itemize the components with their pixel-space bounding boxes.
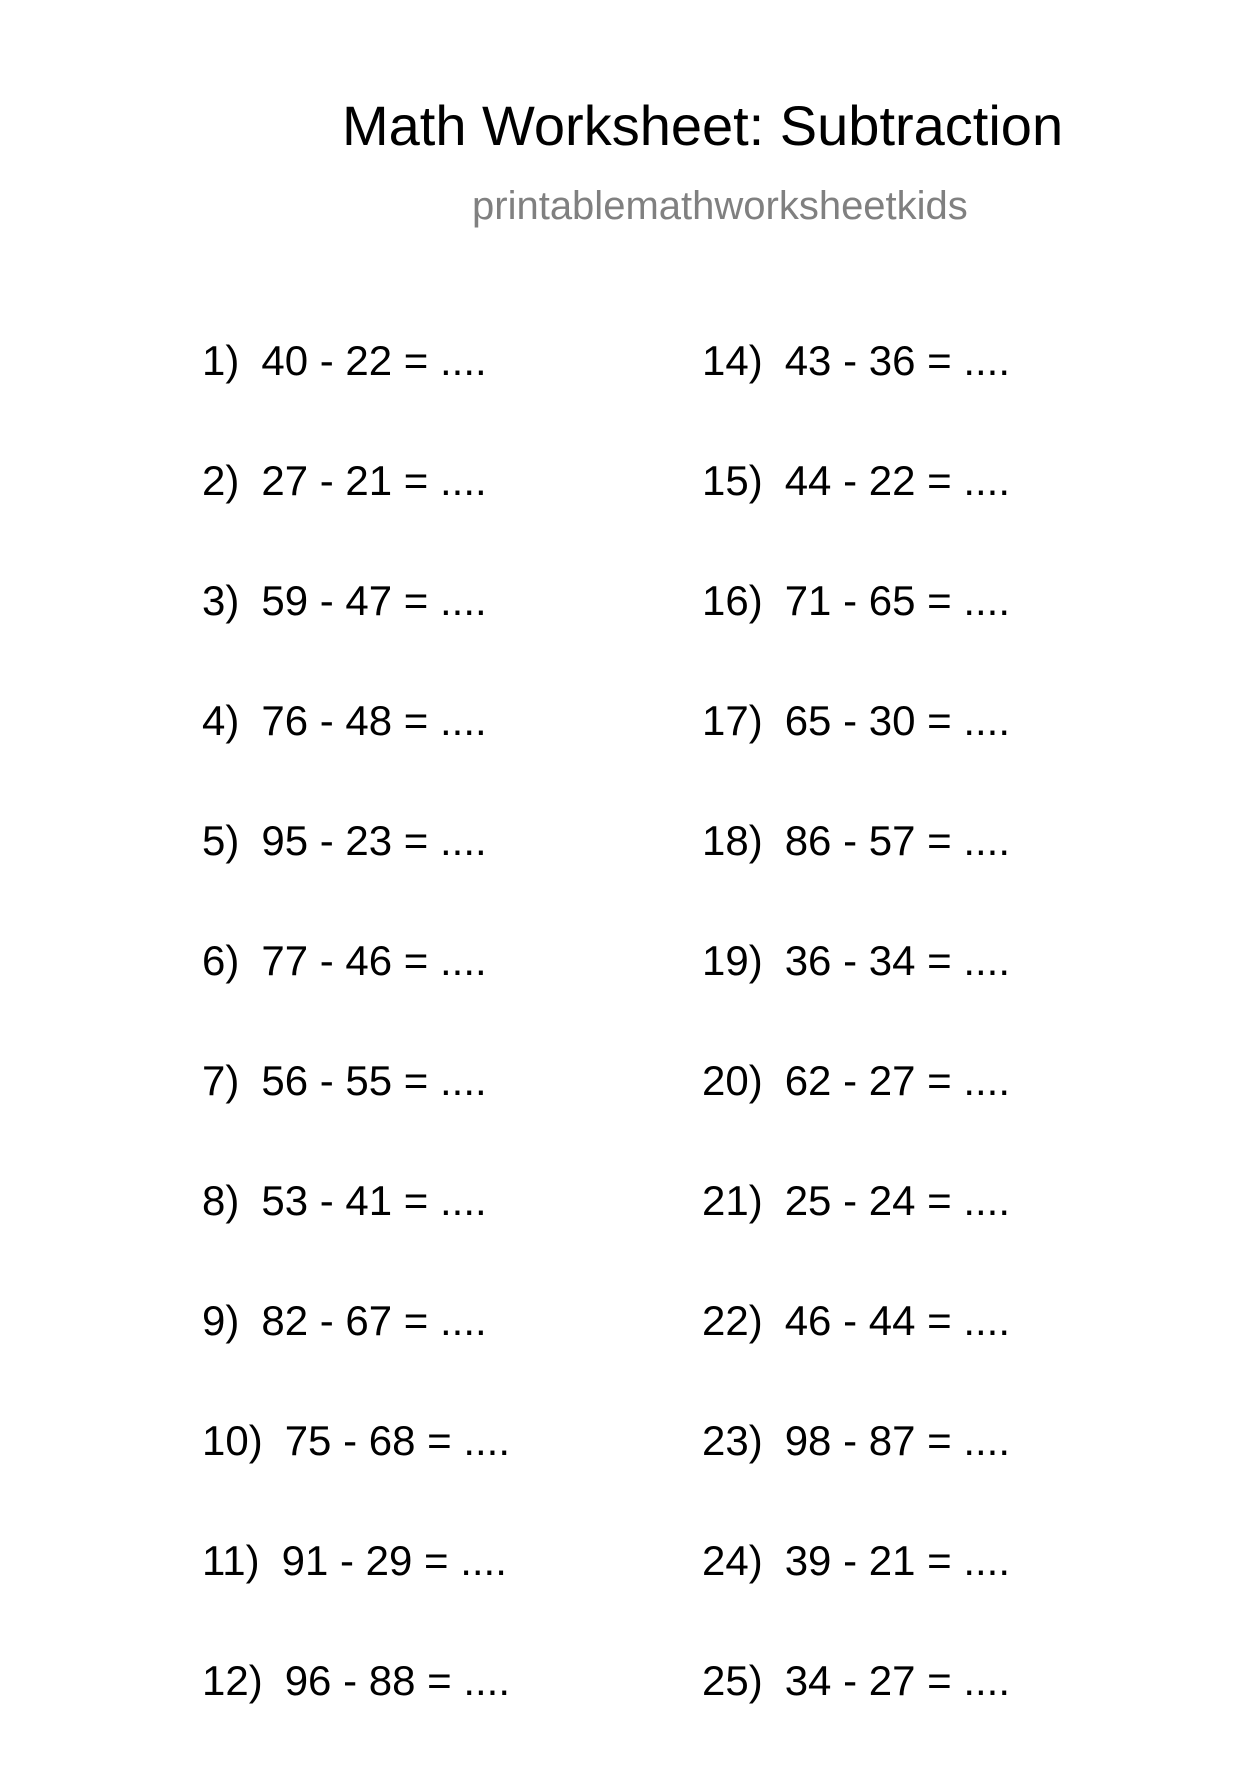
problem-expression: 95 - 23 = .... (261, 817, 487, 864)
problem-number: 16) (702, 577, 763, 624)
problem-item (702, 457, 1122, 580)
problem-expression: 96 - 88 = .... (284, 1657, 511, 1704)
problem-expression: 75 - 68 = .... (284, 1417, 511, 1464)
problem-number: 18) (702, 817, 763, 864)
problem-number: 3) (202, 577, 240, 624)
problem-number: 21) (702, 1177, 763, 1224)
problem-item (202, 1297, 622, 1420)
problem-expression: 53 - 41 = .... (261, 1177, 487, 1224)
problem-expression: 27 - 21 = .... (261, 457, 487, 504)
problem-expression: 98 - 87 = .... (784, 1417, 1011, 1464)
problem-item (202, 577, 622, 700)
problem-expression: 39 - 21 = .... (784, 1537, 1011, 1584)
problem-number: 9) (202, 1297, 240, 1344)
problem-item (702, 1417, 1122, 1540)
problem-expression: 76 - 48 = .... (261, 697, 487, 744)
problem-number: 2) (202, 457, 240, 504)
problem-expression: 82 - 67 = .... (261, 1297, 487, 1344)
problem-number: 25) (702, 1657, 763, 1704)
problem-number: 6) (202, 937, 240, 984)
problem-number: 8) (202, 1177, 240, 1224)
problem-item (702, 1297, 1122, 1420)
problem-expression: 59 - 47 = .... (261, 577, 487, 624)
problem-number: 24) (702, 1537, 763, 1584)
problem-number: 5) (202, 817, 240, 864)
problem-expression: 86 - 57 = .... (784, 817, 1011, 864)
problem-number: 4) (202, 697, 240, 744)
problem-number: 10) (202, 1417, 263, 1464)
problem-number: 15) (702, 457, 763, 504)
problem-number: 11) (202, 1537, 260, 1584)
problem-item (702, 1657, 1122, 1780)
site-name: printablemathworksheetkids (472, 184, 968, 228)
problem-item (702, 577, 1122, 700)
problem-item (702, 697, 1122, 820)
problem-item (202, 1177, 622, 1300)
problem-number: 17) (702, 697, 763, 744)
problem-expression: 34 - 27 = .... (784, 1657, 1011, 1704)
problem-number: 19) (702, 937, 763, 984)
problem-expression: 36 - 34 = .... (784, 937, 1011, 984)
problem-item (702, 337, 1122, 460)
problem-column-right (702, 337, 1122, 1780)
problem-expression: 46 - 44 = .... (784, 1297, 1011, 1344)
problem-item (702, 1057, 1122, 1180)
problem-item (202, 337, 622, 460)
problem-expression: 40 - 22 = .... (261, 337, 487, 384)
problem-expression: 77 - 46 = .... (261, 937, 487, 984)
problem-number: 22) (702, 1297, 763, 1344)
problem-expression: 62 - 27 = .... (784, 1057, 1011, 1104)
page-title: Math Worksheet: Subtraction (342, 94, 1064, 157)
problem-expression: 71 - 65 = .... (784, 577, 1011, 624)
problem-number: 12) (202, 1657, 263, 1704)
problem-number: 1) (202, 337, 240, 384)
problem-number: 20) (702, 1057, 763, 1104)
problem-item (202, 1417, 622, 1540)
problem-item (702, 937, 1122, 1060)
problem-expression: 43 - 36 = .... (784, 337, 1011, 384)
problem-number: 14) (702, 337, 763, 384)
problem-item (202, 697, 622, 820)
problem-item (202, 1537, 622, 1660)
problem-item (702, 817, 1122, 940)
problem-number: 23) (702, 1417, 763, 1464)
problem-expression: 25 - 24 = .... (784, 1177, 1011, 1224)
problem-item (202, 1657, 622, 1780)
problem-item (702, 1177, 1122, 1300)
problem-item (202, 1057, 622, 1180)
problem-column-left (202, 337, 622, 1780)
problem-expression: 44 - 22 = .... (784, 457, 1011, 504)
problem-expression: 65 - 30 = .... (784, 697, 1011, 744)
problem-number: 7) (202, 1057, 240, 1104)
problem-item (202, 817, 622, 940)
problem-item (702, 1537, 1122, 1660)
problem-expression: 56 - 55 = .... (261, 1057, 487, 1104)
problem-expression: 91 - 29 = .... (281, 1537, 507, 1584)
problem-item (202, 457, 622, 580)
problem-item (202, 937, 622, 1060)
